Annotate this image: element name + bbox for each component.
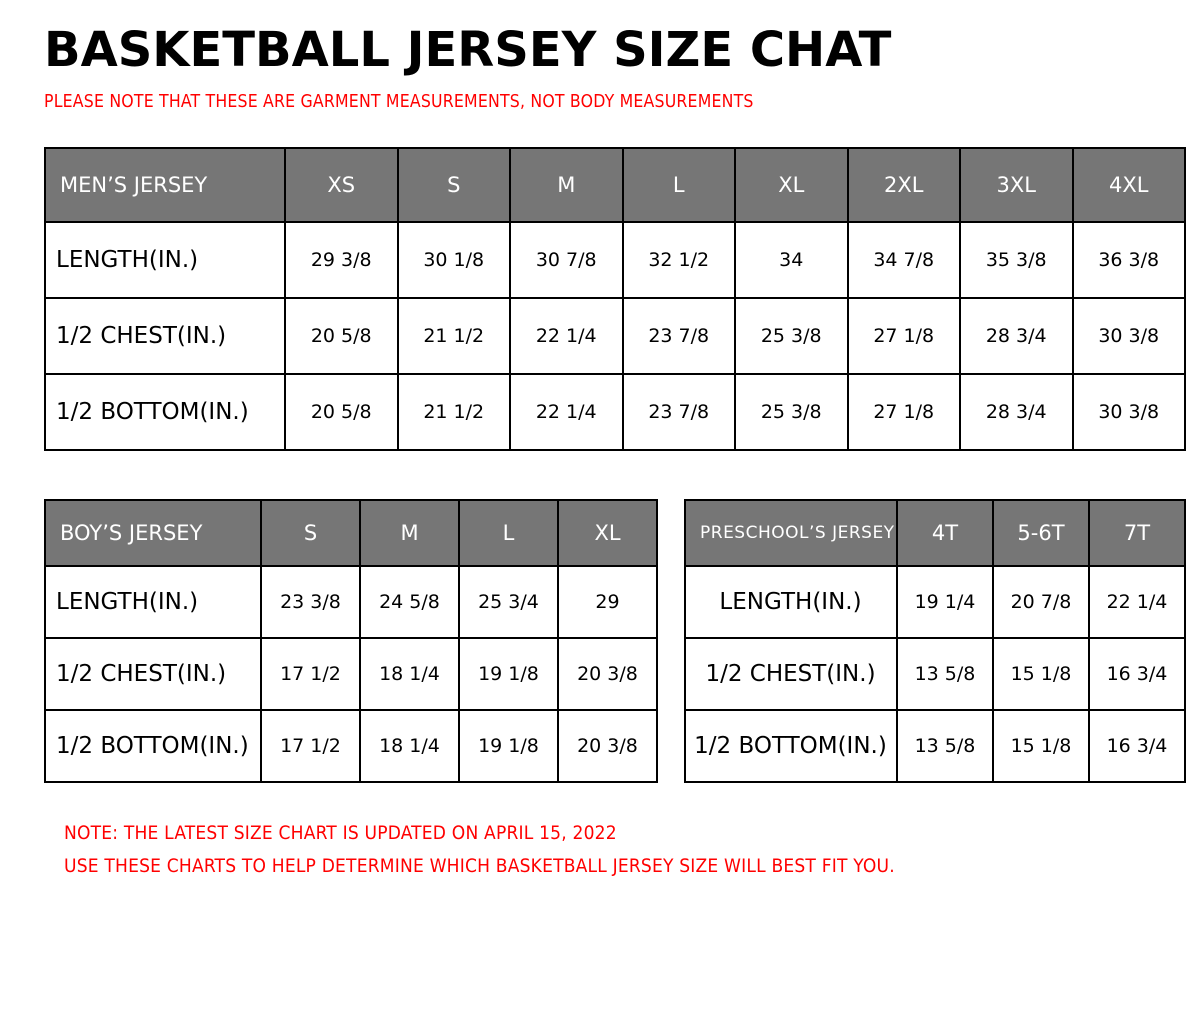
table-cell: 20 3/8 — [558, 710, 657, 782]
table-row — [45, 222, 1185, 298]
table-row — [45, 298, 1185, 374]
column-header: M — [360, 500, 459, 566]
table-cell: 19 1/8 — [459, 638, 558, 710]
size-chart-page — [0, 22, 1200, 1029]
column-header: PRESCHOOL’S JERSEY — [685, 500, 897, 566]
table-cell: 23 7/8 — [623, 374, 736, 450]
table-cell: 20 5/8 — [285, 374, 398, 450]
page-title: BASKETBALL JERSEY SIZE CHAT — [44, 22, 892, 78]
row-label: LENGTH(IN.) — [45, 222, 285, 298]
garment-measurement-note: PLEASE NOTE THAT THESE ARE GARMENT MEASUREMENTS, NOT BODY MEASUREMENTS — [44, 91, 754, 112]
column-header: S — [398, 148, 511, 222]
column-header: XS — [285, 148, 398, 222]
table-cell: 22 1/4 — [1089, 566, 1185, 638]
table-cell: 24 5/8 — [360, 566, 459, 638]
lower-tables-container — [44, 499, 1172, 783]
table-cell: 30 7/8 — [510, 222, 623, 298]
table-cell: 30 3/8 — [1073, 374, 1186, 450]
column-header: 7T — [1089, 500, 1185, 566]
table-cell: 16 3/4 — [1089, 710, 1185, 782]
boys-jersey-size-table — [44, 499, 658, 783]
table-header-row — [685, 500, 1185, 566]
table-cell: 23 3/8 — [261, 566, 360, 638]
row-label: LENGTH(IN.) — [45, 566, 261, 638]
row-label: 1/2 CHEST(IN.) — [45, 638, 261, 710]
table-cell: 17 1/2 — [261, 638, 360, 710]
table-cell: 19 1/4 — [897, 566, 993, 638]
table-cell: 20 7/8 — [993, 566, 1089, 638]
table-row — [45, 710, 657, 782]
column-header: 2XL — [848, 148, 961, 222]
table-cell: 22 1/4 — [510, 374, 623, 450]
table-header-row — [45, 148, 1185, 222]
table-cell: 34 — [735, 222, 848, 298]
preschool-jersey-size-table — [684, 499, 1186, 783]
table-cell: 19 1/8 — [459, 710, 558, 782]
table-cell: 13 5/8 — [897, 710, 993, 782]
table-cell: 30 3/8 — [1073, 298, 1186, 374]
table-cell: 29 3/8 — [285, 222, 398, 298]
table-row — [685, 638, 1185, 710]
column-header: BOY’S JERSEY — [45, 500, 261, 566]
row-label: 1/2 BOTTOM(IN.) — [685, 710, 897, 782]
table-cell: 32 1/2 — [623, 222, 736, 298]
table-cell: 16 3/4 — [1089, 638, 1185, 710]
table-cell: 28 3/4 — [960, 298, 1073, 374]
bottom-notes — [64, 817, 1172, 884]
table-cell: 36 3/8 — [1073, 222, 1186, 298]
table-row — [45, 566, 657, 638]
mens-jersey-size-table — [44, 147, 1186, 451]
row-label: 1/2 BOTTOM(IN.) — [45, 374, 285, 450]
row-label: 1/2 BOTTOM(IN.) — [45, 710, 261, 782]
table-row — [685, 710, 1185, 782]
table-cell: 35 3/8 — [960, 222, 1073, 298]
row-label: 1/2 CHEST(IN.) — [45, 298, 285, 374]
column-header: 4XL — [1073, 148, 1186, 222]
table-cell: 28 3/4 — [960, 374, 1073, 450]
column-header: MEN’S JERSEY — [45, 148, 285, 222]
table-cell: 30 1/8 — [398, 222, 511, 298]
table-cell: 21 1/2 — [398, 374, 511, 450]
table-cell: 25 3/8 — [735, 374, 848, 450]
table-cell: 22 1/4 — [510, 298, 623, 374]
table-cell: 29 — [558, 566, 657, 638]
table-cell: 34 7/8 — [848, 222, 961, 298]
usage-note: USE THESE CHARTS TO HELP DETERMINE WHICH BASKETBALL JERSEY SIZE WILL BEST FIT YOU. — [64, 855, 895, 878]
column-header: 3XL — [960, 148, 1073, 222]
table-cell: 17 1/2 — [261, 710, 360, 782]
table-cell: 27 1/8 — [848, 374, 961, 450]
table-cell: 25 3/8 — [735, 298, 848, 374]
table-cell: 23 7/8 — [623, 298, 736, 374]
table-cell: 20 5/8 — [285, 298, 398, 374]
table-row — [45, 374, 1185, 450]
column-header: M — [510, 148, 623, 222]
row-label: 1/2 CHEST(IN.) — [685, 638, 897, 710]
table-header-row — [45, 500, 657, 566]
table-cell: 21 1/2 — [398, 298, 511, 374]
column-header: L — [623, 148, 736, 222]
table-cell: 20 3/8 — [558, 638, 657, 710]
table-cell: 27 1/8 — [848, 298, 961, 374]
table-cell: 25 3/4 — [459, 566, 558, 638]
update-note: NOTE: THE LATEST SIZE CHART IS UPDATED ON APRIL 15, 2022 — [64, 821, 617, 844]
column-header: S — [261, 500, 360, 566]
table-cell: 13 5/8 — [897, 638, 993, 710]
row-label: LENGTH(IN.) — [685, 566, 897, 638]
column-header: L — [459, 500, 558, 566]
table-row — [685, 566, 1185, 638]
column-header: 4T — [897, 500, 993, 566]
table-cell: 18 1/4 — [360, 638, 459, 710]
table-cell: 15 1/8 — [993, 638, 1089, 710]
table-cell: 15 1/8 — [993, 710, 1089, 782]
column-header: XL — [735, 148, 848, 222]
table-row — [45, 638, 657, 710]
column-header: XL — [558, 500, 657, 566]
column-header: 5-6T — [993, 500, 1089, 566]
table-cell: 18 1/4 — [360, 710, 459, 782]
